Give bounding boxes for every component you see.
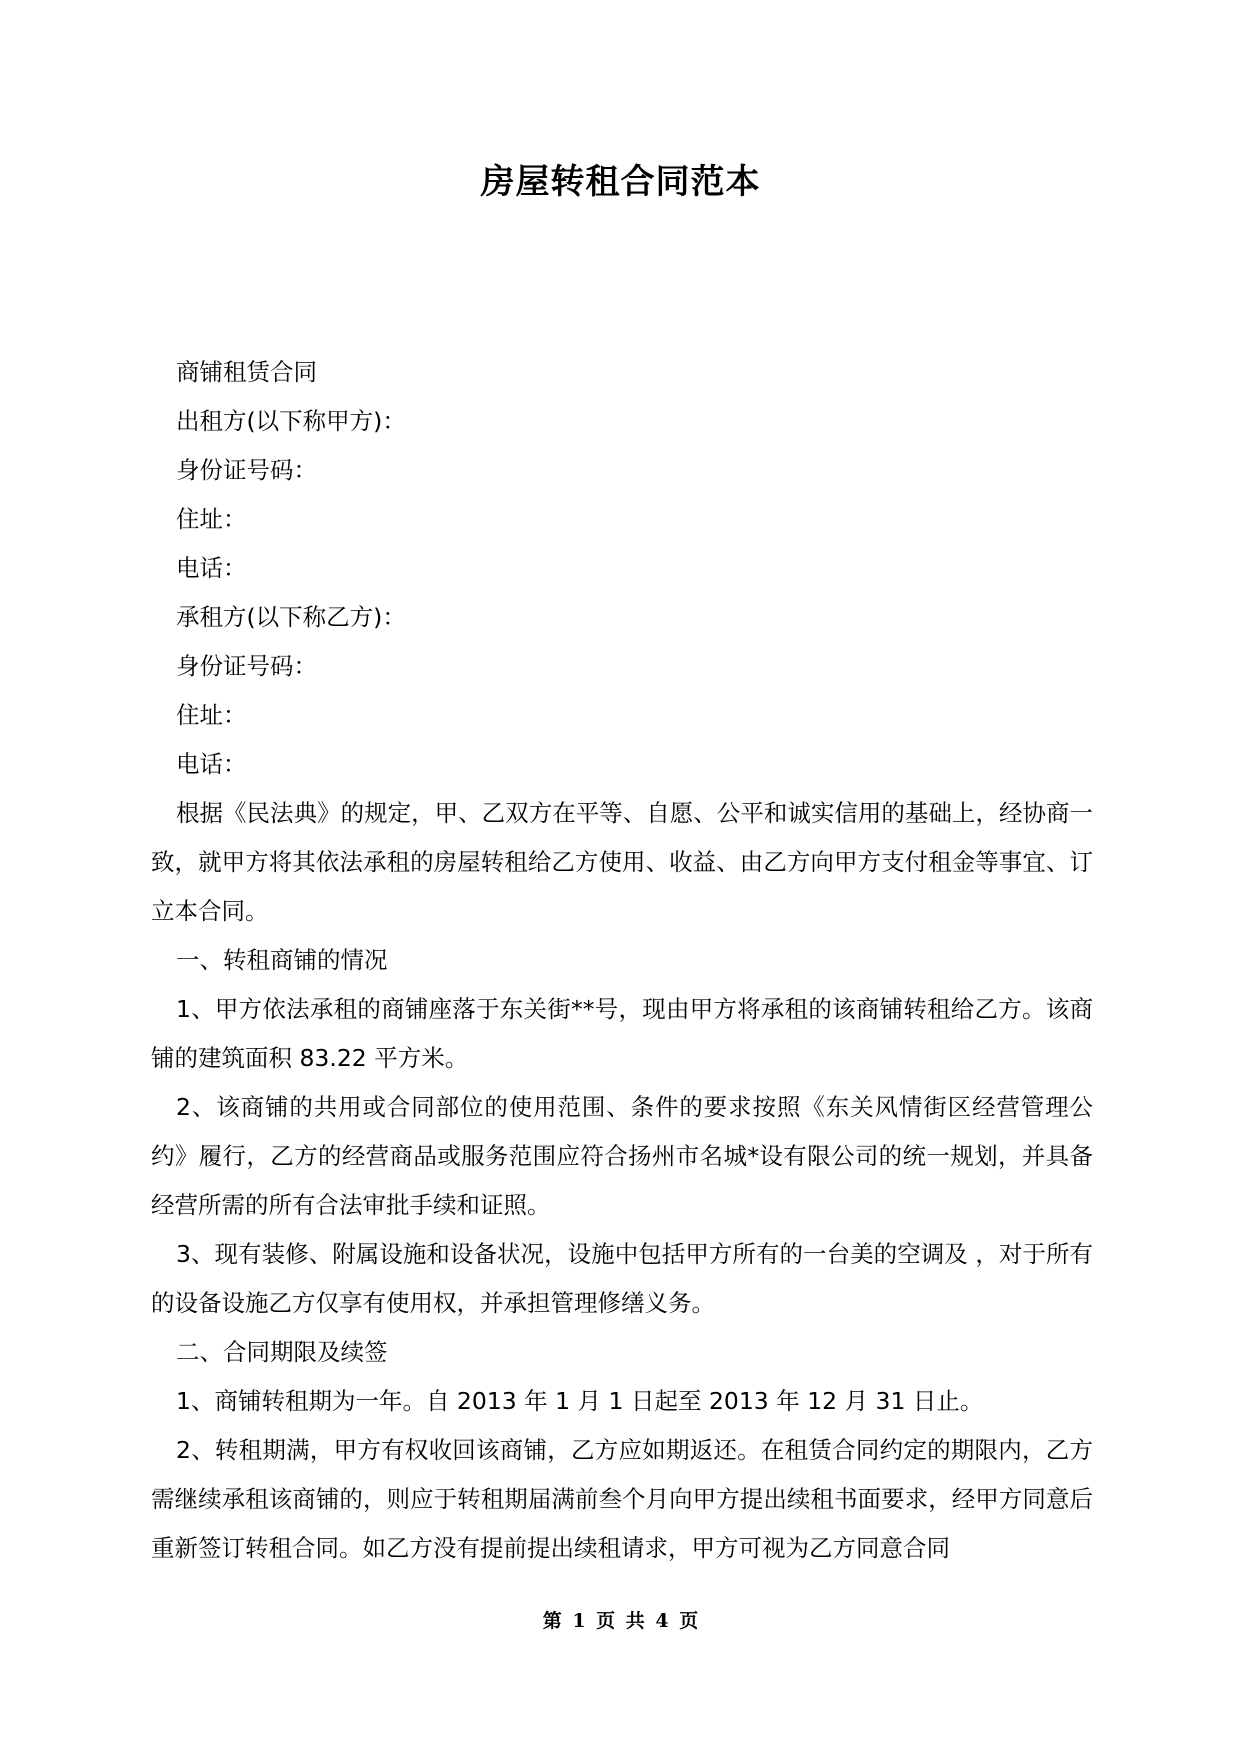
document-title: 房屋转租合同范本	[480, 162, 761, 202]
paragraph-contract-heading: 商铺租赁合同	[176, 358, 317, 386]
paragraph-lessee-phone: 电话：	[176, 750, 247, 778]
paragraph-lessee: 承租方(以下称乙方)：	[176, 603, 406, 631]
paragraph-lessor-address: 住址：	[176, 505, 247, 533]
paragraph-lessor-id: 身份证号码：	[176, 456, 317, 484]
section-heading-1: 一、转租商铺的情况	[176, 946, 388, 974]
paragraph-lessor: 出租方(以下称甲方)：	[176, 407, 406, 435]
paragraph-lessee-id: 身份证号码：	[176, 652, 317, 680]
paragraph-preamble: 根据《民法典》的规定，甲、乙双方在平等、自愿、公平和诚实信用的基础上，经协商一致，就甲方将其依法承租的房屋转租给乙方使用、收益、由乙方向甲方支付租金等事宜、订立本合同。	[151, 799, 1093, 925]
clause-1-3: 3、现有装修、附属设施和设备状况，设施中包括甲方所有的一台美的空调及 ，对于所有的设备设施乙方仅享有使用权，并承担管理修缮义务。	[151, 1240, 1093, 1317]
clause-1-2: 2、该商铺的共用或合同部位的使用范围、条件的要求按照《东关风情街区经营管理公约》履行，乙方的经营商品或服务范围应符合扬州市名城*设有限公司的统一规划，并具备经营所需的所有合法审批手续和证照。	[151, 1093, 1093, 1219]
paragraph-lessee-address: 住址：	[176, 701, 247, 729]
paragraph-lessor-phone: 电话：	[176, 554, 247, 582]
clause-2-1: 1、商铺转租期为一年。自 2013 年 1 月 1 日起至 2013 年 12 月 31 日止。	[176, 1387, 984, 1415]
document-body	[151, 348, 1093, 1573]
page-number: 第 1 页 共 4 页	[542, 1610, 699, 1632]
clause-2-2: 2、转租期满，甲方有权收回该商铺，乙方应如期返还。在租赁合同约定的期限内，乙方需继续承租该商铺的，则应于转租期届满前叁个月向甲方提出续租书面要求，经甲方同意后重新签订转租合同。如乙方没有提前提出续租请求，甲方可视为乙方同意合同	[151, 1436, 1093, 1562]
section-heading-2: 二、合同期限及续签	[176, 1338, 388, 1366]
clause-1-1: 1、甲方依法承租的商铺座落于东关街**号，现由甲方将承租的该商铺转租给乙方。该商铺的建筑面积 83.22 平方米。	[151, 995, 1093, 1072]
